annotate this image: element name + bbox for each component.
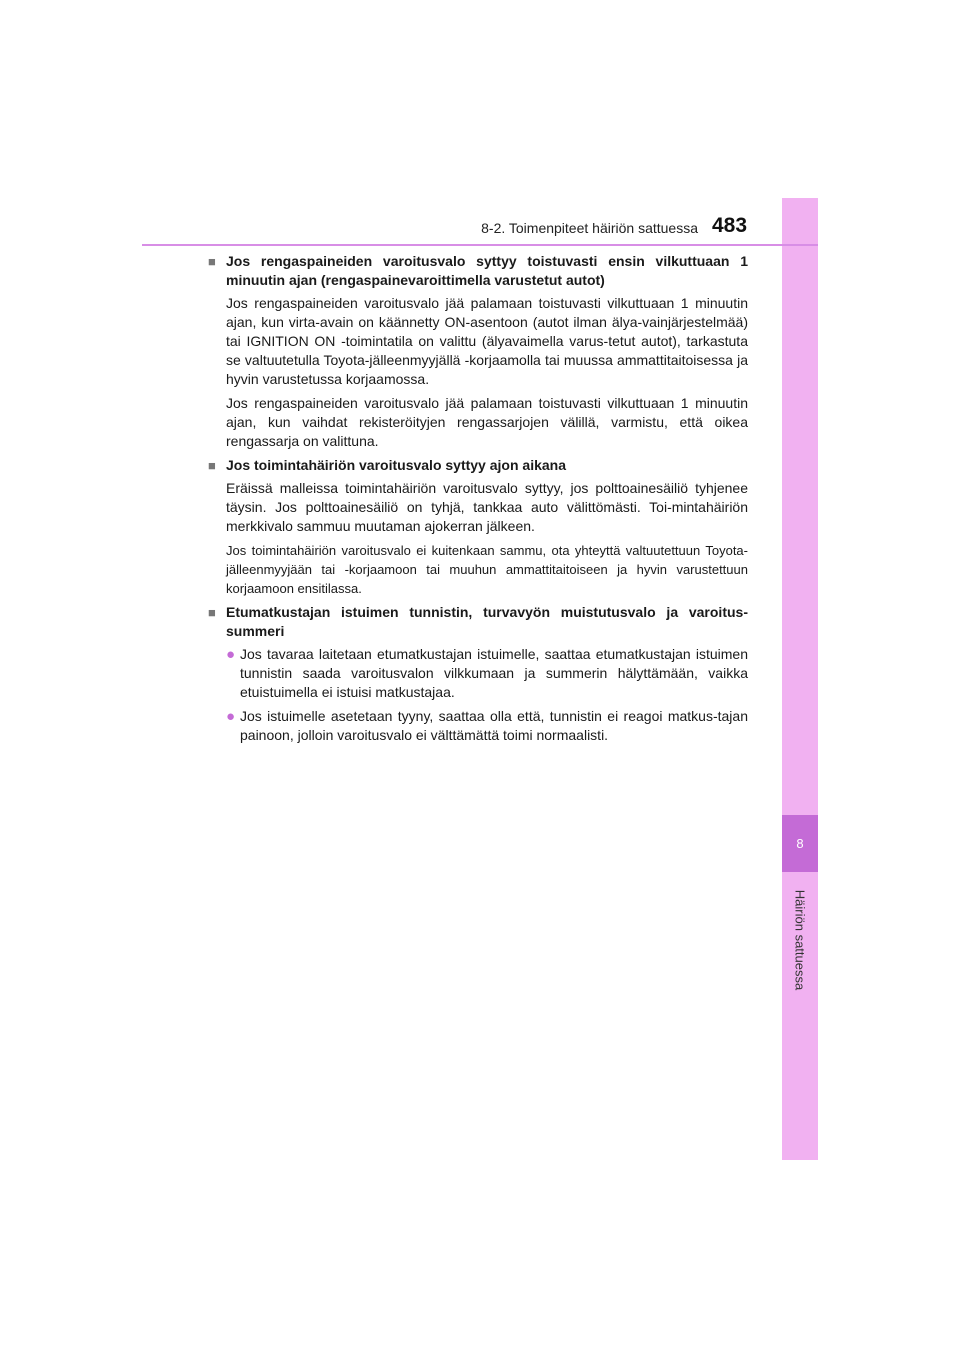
section-passenger-seat-sensor (208, 603, 748, 745)
section-malfunction-light (208, 456, 748, 598)
page-content (208, 252, 748, 750)
section-tire-pressure (208, 252, 748, 451)
section-heading: ■ Etumatkustajan istuimen tunnistin, turvavyön muistutusvalo ja varoitus-summeri (208, 604, 748, 639)
list-item: ● Jos tavaraa laitetaan etumatkustajan istuimelle, saattaa etumatkustajan istuimen tunnistin saada varoitusvalon vilkkumaan ja summerin hälyttämään, vaikka etuistuimella ei istuisi matkustajaa. (226, 646, 748, 700)
square-bullet-icon: ■ (208, 458, 216, 473)
side-tab (782, 198, 818, 1160)
circle-bullet-icon: ● (226, 708, 236, 725)
circle-bullet-icon: ● (226, 646, 236, 663)
paragraph: Jos toimintahäiriön varoitusvalo ei kuitenkaan sammu, ota yhteyttä valtuutettuun Toyota-jälleenmyyjään tai -korjaamoon tai muuhun ammattitaitoiseen ja hyvin varustettuun korjaamoon ensitilassa. (226, 543, 748, 596)
chapter-tab-label: Häiriön sattuessa (792, 889, 808, 991)
paragraph: Jos rengaspaineiden varoitusvalo jää palamaan toistuvasti vilkuttuaan 1 minuutin ajan, kun vaihdat rekisteröityjen rengassarjojen välillä, varmistu, että oikea rengassarja on valittuna. (226, 395, 748, 449)
list-item: ● Jos istuimelle asetetaan tyyny, saattaa olla että, tunnistin ei reagoi matkus-tajan painoon, jolloin varoitusvalo ei välttämättä toimi normaalisti. (226, 708, 748, 743)
paragraph: Jos rengaspaineiden varoitusvalo jää palamaan toistuvasti vilkuttuaan 1 minuutin ajan, kun virta-avain on käännetty ON-asentoon (autot ilman älya-vainjärjestelmää) tai IGNITION ON -toimintatila on valittu (älyavaimella varus-tetut autot), tarkastuta se valtuutetulla Toyota-jälleenmyyjällä -korjaamolla tai muussa ammattitaitoisessa ja hyvin varustetussa korjaamossa. (226, 295, 748, 387)
square-bullet-icon: ■ (208, 605, 216, 620)
page-number: 483 (712, 214, 748, 237)
square-bullet-icon: ■ (208, 254, 216, 269)
section-heading: ■ Jos toimintahäiriön varoitusvalo syttyy ajon aikana (208, 457, 566, 473)
paragraph: Eräissä malleissa toimintahäiriön varoitusvalo syttyy, jos polttoainesäiliö tyhjenee täysin. Jos polttoainesäiliö on tyhjä, tankkaa auto välittömästi. Toi-mintahäiriön merkkivalo sammuu muutaman ajokerran jälkeen. (226, 480, 748, 534)
header-divider (142, 244, 818, 246)
section-title: 8-2. Toimenpiteet häiriön sattuessa (481, 220, 698, 236)
section-heading: ■ Jos rengaspaineiden varoitusvalo syttyy toistuvasti ensin vilkuttuaan 1 minuutin ajan (rengaspainevaroittimella varustetut autot) (208, 253, 748, 288)
chapter-number-badge: 8 (782, 815, 818, 872)
